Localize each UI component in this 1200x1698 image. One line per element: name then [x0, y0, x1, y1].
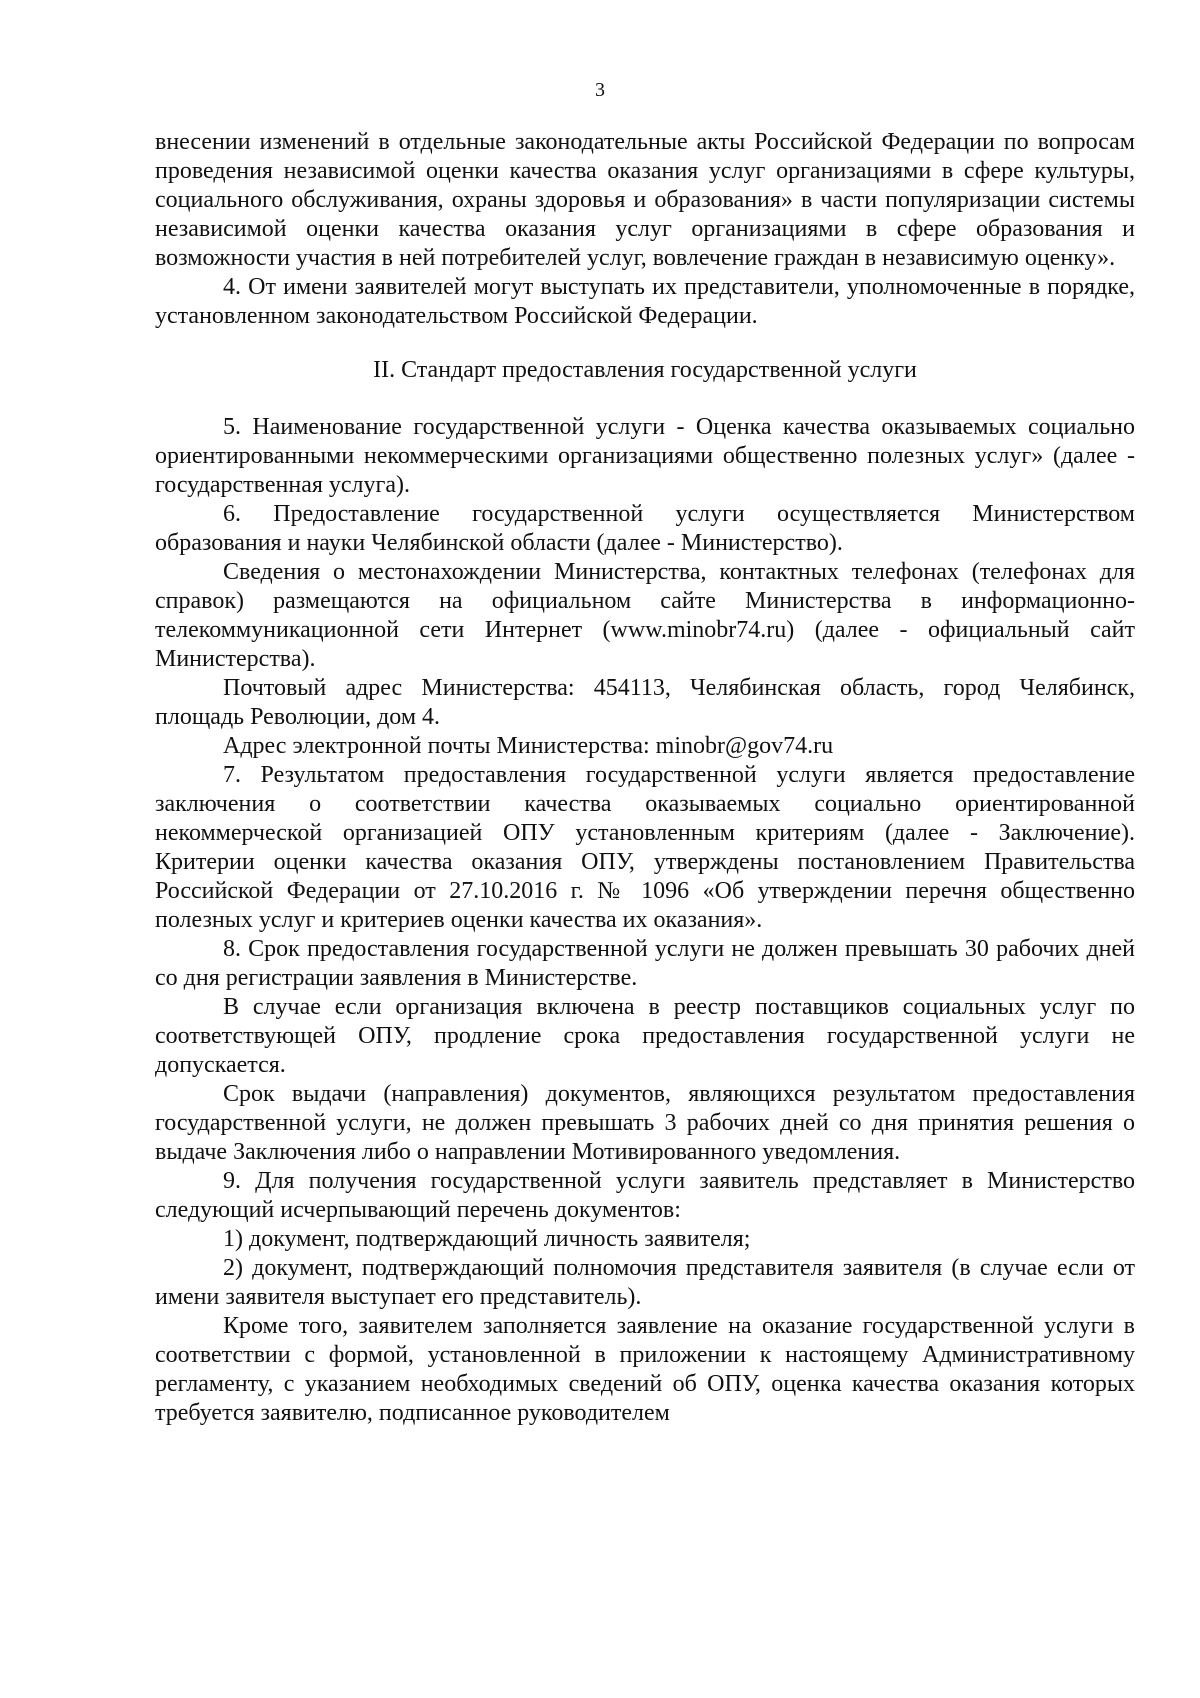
- section-heading: II. Стандарт предоставления государственной услуги: [373, 357, 917, 383]
- paragraph-continuation: внесении изменений в отдельные законодательные акты Российской Федерации по вопросам проведения независимой оценки качества оказания услуг организациями в сфере культуры, социального обслуживания, охраны здоровья и образования» в части популяризации системы независимой оценки качества оказания услуг организациями в сфере образования и возможности участия в ней потребителей услуг, вовлечение граждан в независимую оценку».: [155, 129, 1135, 271]
- paragraph-contacts: Сведения о местонахождении Министерства, контактных телефонах (телефонах для справок) размещаются на официальном сайте Министерства в информационно-телекоммуникационной сети Интернет (www.minobr74.ru) (далее - официальный сайт Министерства).: [155, 559, 1135, 672]
- paragraph-email: Адрес электронной почты Министерства: minobr@gov74.ru: [223, 733, 834, 759]
- paragraph-issue-term: Срок выдачи (направления) документов, являющихся результатом предоставления государственной услуги, не должен превышать 3 рабочих дней со дня принятия решения о выдаче Заключения либо о направлении Мотивированного уведомления.: [155, 1081, 1135, 1165]
- paragraph-application: Кроме того, заявителем заполняется заявление на оказание государственной услуги в соответствии с формой, установленной в приложении к настоящему Административному регламенту, с указанием необходимых сведений об ОПУ, оценка качества оказания которых требуется заявителю, подписанное руководителем: [155, 1313, 1135, 1426]
- list-item-authority-document: 2) документ, подтверждающий полномочия представителя заявителя (в случае если от имени заявителя выступает его представитель).: [155, 1255, 1135, 1310]
- paragraph-registry: В случае если организация включена в реестр поставщиков социальных услуг по соответствующей ОПУ, продление срока предоставления государственной услуги не допускается.: [155, 994, 1135, 1078]
- paragraph-item-5: 5. Наименование государственной услуги - Оценка качества оказываемых социально ориентированными некоммерческими организациями общественно полезных услуг» (далее - государственная услуга).: [155, 414, 1135, 498]
- document-body: [155, 128, 1135, 1428]
- list-item-identity-document: 1) документ, подтверждающий личность заявителя;: [223, 1226, 751, 1252]
- paragraph-item-4: 4. От имени заявителей могут выступать их представители, уполномоченные в порядке, установленном законодательством Российской Федерации.: [155, 274, 1135, 329]
- paragraph-postal-address: Почтовый адрес Министерства: 454113, Челябинская область, город Челябинск, площадь Революции, дом 4.: [155, 675, 1135, 730]
- paragraph-item-8: 8. Срок предоставления государственной услуги не должен превышать 30 рабочих дней со дня регистрации заявления в Министерстве.: [155, 936, 1135, 991]
- paragraph-item-7: 7. Результатом предоставления государственной услуги является предоставление заключения о соответствии качества оказываемых социально ориентированной некоммерческой организацией ОПУ установленным критериям (далее - Заключение). Критерии оценки качества оказания ОПУ, утверждены постановлением Правительства Российской Федерации от 27.10.2016 г. № 1096 «Об утверждении перечня общественно полезных услуг и критериев оценки качества их оказания».: [155, 762, 1135, 933]
- paragraph-item-6: 6. Предоставление государственной услуги осуществляется Министерством образования и науки Челябинской области (далее - Министерство).: [155, 501, 1135, 556]
- paragraph-item-9: 9. Для получения государственной услуги заявитель представляет в Министерство следующий исчерпывающий перечень документов:: [155, 1168, 1135, 1223]
- page-number: 3: [595, 79, 605, 101]
